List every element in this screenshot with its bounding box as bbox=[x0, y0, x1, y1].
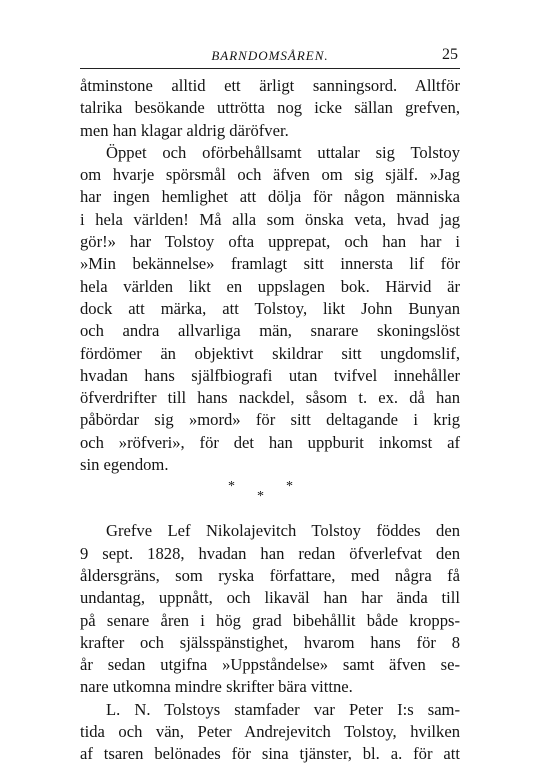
text-line: öfverdrifter till hans nackdel, såsom t. ex. då han bbox=[80, 388, 460, 408]
text-line: undantag, uppnått, och likaväl han har ända till bbox=[80, 588, 460, 608]
text-line: åldersgräns, som ryska författare, med några få bbox=[80, 565, 460, 585]
paragraph bbox=[80, 699, 460, 766]
paragraph bbox=[80, 520, 460, 698]
running-title: BARNDOMSÅREN. bbox=[211, 48, 329, 63]
text-line: åtminstone alltid ett ärligt sanningsord. Alltför bbox=[80, 76, 460, 95]
section-break bbox=[80, 476, 460, 520]
body-text bbox=[80, 75, 460, 766]
text-line: af tsaren belönades för sina tjänster, bl. a. för att bbox=[80, 744, 460, 764]
page-number: 25 bbox=[442, 46, 458, 63]
text-line: tida och vän, Peter Andrejevitch Tolstoy, hvilken bbox=[80, 722, 460, 742]
text-line: dock att märka, att Tolstoy, likt John Bunyan bbox=[80, 298, 460, 318]
text-line: och andra allvarliga män, snarare skoningslöst bbox=[80, 321, 460, 341]
text-line: krafter och själsspänstighet, hvarom hans för 8 bbox=[80, 632, 460, 652]
text-line: Öppet och oförbehållsamt uttalar sig Tolstoy bbox=[106, 142, 460, 162]
text-line: fördömer än objektivt skildrar sitt ungdomslif, bbox=[80, 343, 460, 363]
text-line: hela världen likt en uppslagen bok. Härvid är bbox=[80, 276, 460, 296]
text-line: men han klagar aldrig däröfver. bbox=[80, 120, 289, 140]
text-line: nare utkomna mindre skrifter bära vittne. bbox=[80, 677, 353, 697]
text-line: påbördar sig »mord» för sitt deltagande i krig bbox=[80, 410, 460, 430]
text-line: gör!» har Tolstoy ofta upprepat, och han har i bbox=[80, 232, 460, 252]
text-line: 9 sept. 1828, hvadan han redan öfverlefvat den bbox=[80, 543, 460, 563]
text-line: och »röfveri», för det han uppburit inkomst af bbox=[80, 432, 460, 452]
text-line: sin egendom. bbox=[80, 455, 169, 475]
text-line: har ingen hemlighet att dölja för någon människa bbox=[80, 187, 460, 207]
page-header bbox=[80, 46, 460, 69]
text-line: Grefve Lef Nikolajevitch Tolstoy föddes den bbox=[106, 521, 460, 541]
text-line: om hvarje spörsmål och äfven om sig själf. »Jag bbox=[80, 165, 460, 185]
text-line: hvadan hans själfbiografi utan tvifvel innehåller bbox=[80, 365, 460, 385]
text-line: i hela världen! Må alla som önska veta, hvad jag bbox=[80, 209, 460, 229]
text-line: L. N. Tolstoys stamfader var Peter I:s sam- bbox=[106, 699, 460, 719]
paragraph bbox=[80, 142, 460, 476]
asterisk: * bbox=[286, 479, 293, 495]
text-line: år sedan utgifna »Uppståndelse» samt äfven se- bbox=[80, 655, 460, 675]
text-line: på senare åren i hög grad bibehållit både kropps- bbox=[80, 610, 460, 630]
text-line: »Min bekännelse» framlagt sitt innersta lif för bbox=[80, 254, 460, 274]
asterisk: * bbox=[228, 479, 235, 495]
text-line: talrika besökande uttrötta nog icke sällan grefven, bbox=[80, 98, 460, 118]
asterisk: * bbox=[257, 489, 264, 505]
paragraph bbox=[80, 75, 460, 142]
